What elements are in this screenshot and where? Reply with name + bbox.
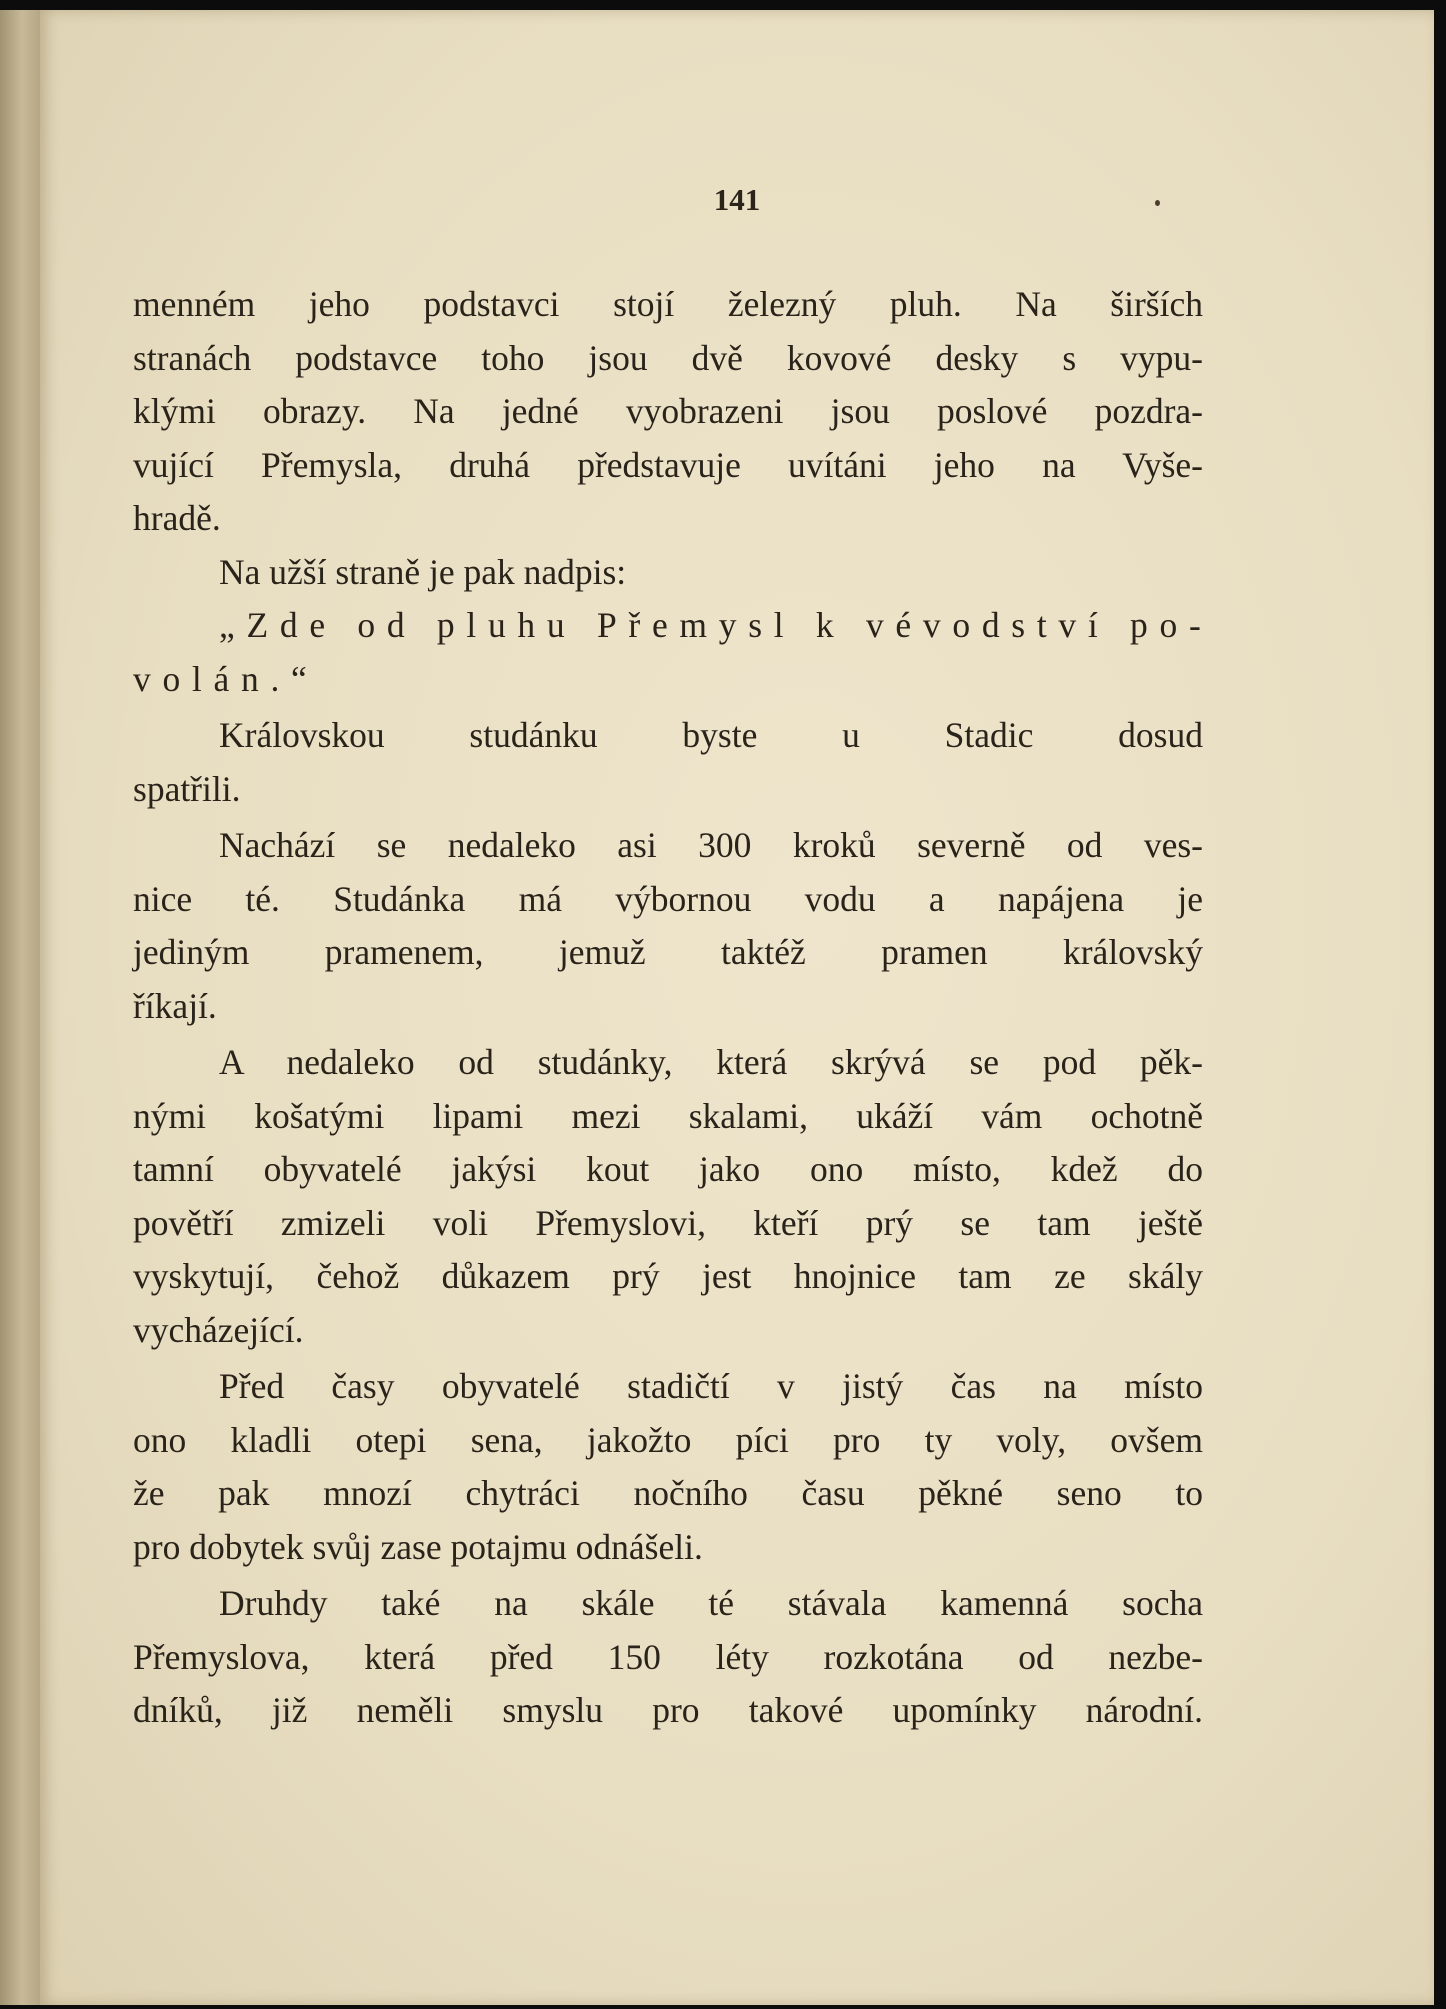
text-line: Královskou studánku byste u Stadic dosud (219, 715, 1203, 755)
text-line: vující Přemysla, druhá představuje uvítáni jeho na Vyše- (133, 444, 1203, 485)
text-line: vyskytují, čehož důkazem prý jest hnojnice tam ze skály (133, 1256, 1203, 1296)
book-page (40, 10, 1434, 2005)
text-line: dníků, již neměli smyslu pro takové upomínky národní. (133, 1690, 1203, 1730)
text-line: nice té. Studánka má výbornou vodu a napájena je (133, 878, 1203, 919)
text-line: Přemyslova, která před 150 léty rozkotána od nezbe- (133, 1636, 1203, 1677)
body-text (133, 278, 1213, 1738)
text-line: menném jeho podstavci stojí železný pluh. Na širších (133, 284, 1203, 324)
text-line: nými košatými lipami mezi skalami, ukáží vám ochotně (133, 1095, 1203, 1136)
text-line: vycházející. (133, 1309, 304, 1350)
text-line: Před časy obyvatelé stadičtí v jistý čas na místo (219, 1366, 1203, 1406)
text-line: říkají. (133, 985, 217, 1026)
text-line: ono kladli otepi sena, jakožto píci pro ty voly, ovšem (133, 1419, 1203, 1460)
text-line: volán.“ (133, 658, 319, 699)
ink-speck (1155, 200, 1160, 206)
page-spine (0, 10, 40, 2005)
text-line: A nedaleko od studánky, která skrývá se pod pěk- (219, 1042, 1203, 1082)
text-line: Druhdy také na skále té stávala kamenná socha (219, 1583, 1203, 1623)
text-line: že pak mnozí chytráci nočního času pěkné seno to (133, 1473, 1203, 1513)
text-line: jediným pramenem, jemuž taktéž pramen královský (133, 932, 1203, 972)
text-line: tamní obyvatelé jakýsi kout jako ono místo, kdež do (133, 1149, 1203, 1189)
text-line: stranách podstavce toho jsou dvě kovové desky s vypu- (133, 337, 1203, 378)
text-line: Na užší straně je pak nadpis: (219, 551, 627, 592)
text-line: klými obrazy. Na jedné vyobrazeni jsou poslové pozdra- (133, 391, 1203, 431)
page-number: 141 (713, 182, 761, 217)
text-line: hradě. (133, 498, 221, 538)
text-line: Nachází se nedaleko asi 300 kroků severně od ves- (219, 825, 1203, 865)
text-line: povětří zmizeli voli Přemyslovi, kteří prý se tam ještě (133, 1202, 1203, 1243)
text-line: spatřili. (133, 768, 241, 809)
text-line: „Zde od pluhu Přemysl k vévodství po- (219, 605, 1213, 645)
text-line: pro dobytek svůj zase potajmu odnášeli. (133, 1526, 703, 1567)
